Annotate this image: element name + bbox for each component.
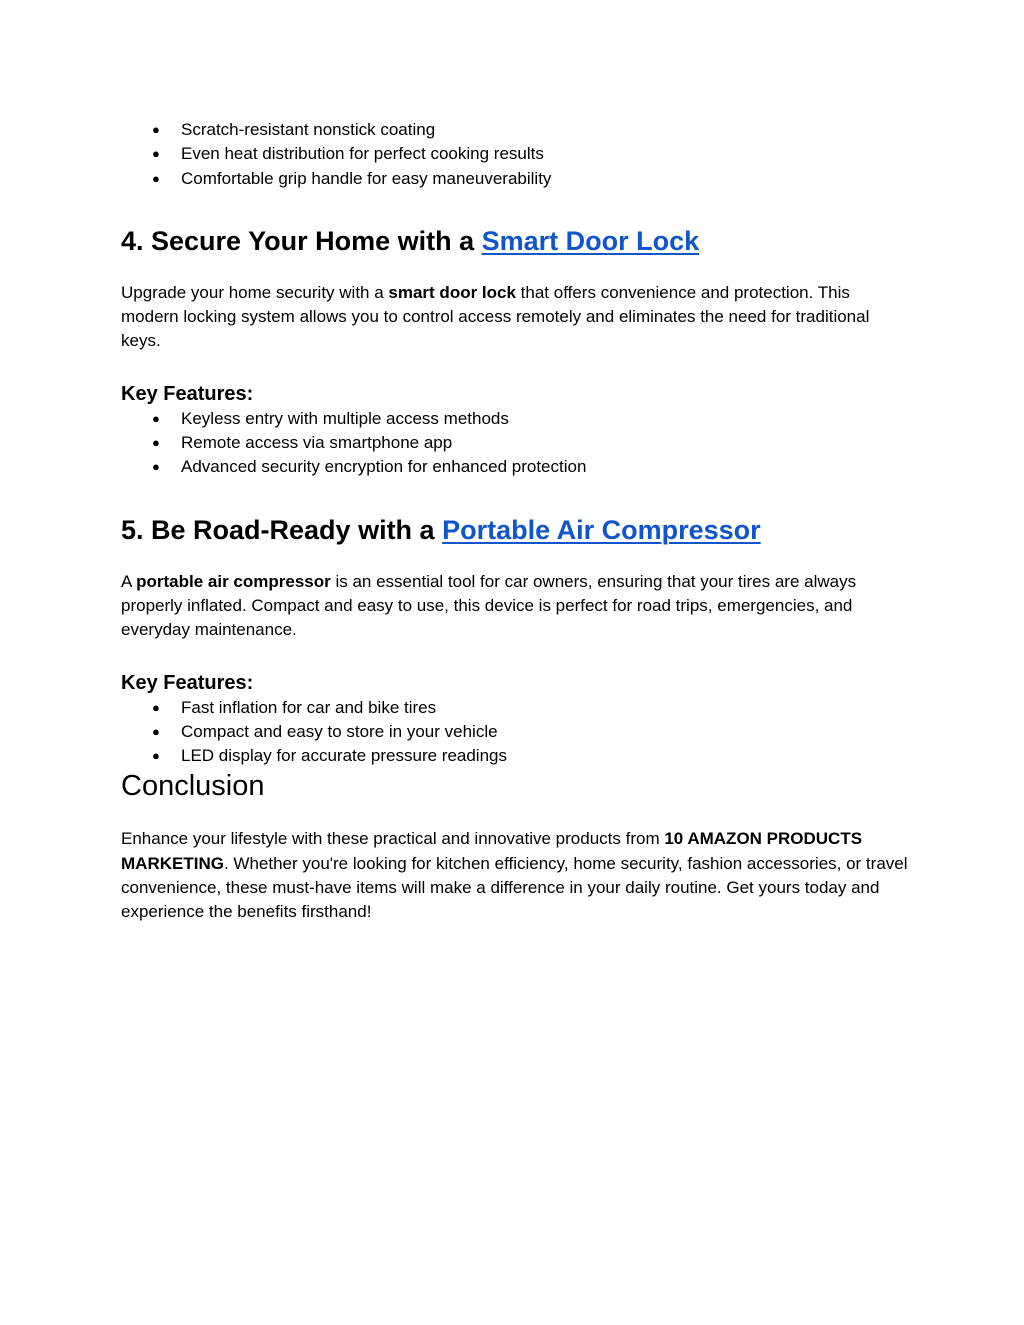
list-item: ● Even heat distribution for perfect cooking results: [121, 142, 911, 166]
section4-feature-list: [121, 407, 911, 480]
bullet-icon: ●: [152, 122, 160, 137]
intro-feature-list: [121, 118, 911, 191]
section4-features-heading: Key Features:: [121, 382, 254, 405]
conclusion-paragraph: Enhance your lifestyle with these practical and innovative products from 10 AMAZON PRODUCTS MARKETING. Whether you're looking for kitchen efficiency, home security, fashion accessories, or travel convenience, these must-have items will make a difference in your daily routine. Get yours today and experience the benefits firsthand!: [121, 829, 908, 922]
list-item: ● Fast inflation for car and bike tires: [121, 696, 911, 720]
list-item: ● Comfortable grip handle for easy maneuverability: [121, 167, 911, 191]
bullet-icon: ●: [152, 170, 160, 186]
bullet-icon: ●: [152, 435, 160, 451]
conclusion-heading: Conclusion: [121, 770, 265, 803]
portable-air-compressor-link[interactable]: Portable Air Compressor: [442, 514, 761, 545]
list-item: ● Keyless entry with multiple access methods: [121, 407, 911, 431]
section5-features-heading: Key Features:: [121, 671, 254, 694]
document-page: [121, 118, 911, 925]
section5-paragraph: A portable air compressor is an essential tool for car owners, ensuring that your tires are always properly inflated. Compact and easy to use, this device is perfect for road trips, emergencies, and everyday maintenance.: [121, 571, 857, 640]
list-item: ● LED display for accurate pressure readings: [121, 744, 911, 768]
bullet-icon: ●: [152, 459, 160, 475]
bullet-icon: ●: [152, 748, 160, 764]
bullet-icon: ●: [152, 699, 160, 715]
bullet-icon: ●: [152, 723, 160, 739]
bullet-icon: ●: [152, 410, 160, 426]
list-item: ● Advanced security encryption for enhanced protection: [121, 455, 911, 479]
list-item: ● Scratch-resistant nonstick coating: [121, 118, 911, 142]
smart-door-lock-link[interactable]: Smart Door Lock: [481, 225, 700, 256]
section5-feature-list: [121, 696, 911, 769]
list-item: ● Compact and easy to store in your vehicle: [121, 720, 911, 744]
section4-heading: 4. Secure Your Home with a Smart Door Lock: [121, 225, 700, 256]
section5-heading: 5. Be Road-Ready with a Portable Air Compressor: [121, 514, 761, 545]
list-item: ● Remote access via smartphone app: [121, 431, 911, 455]
section4-paragraph: Upgrade your home security with a smart door lock that offers convenience and protection. This modern locking system allows you to control access remotely and eliminates the need for traditional keys.: [121, 282, 870, 351]
bullet-icon: ●: [152, 146, 160, 162]
